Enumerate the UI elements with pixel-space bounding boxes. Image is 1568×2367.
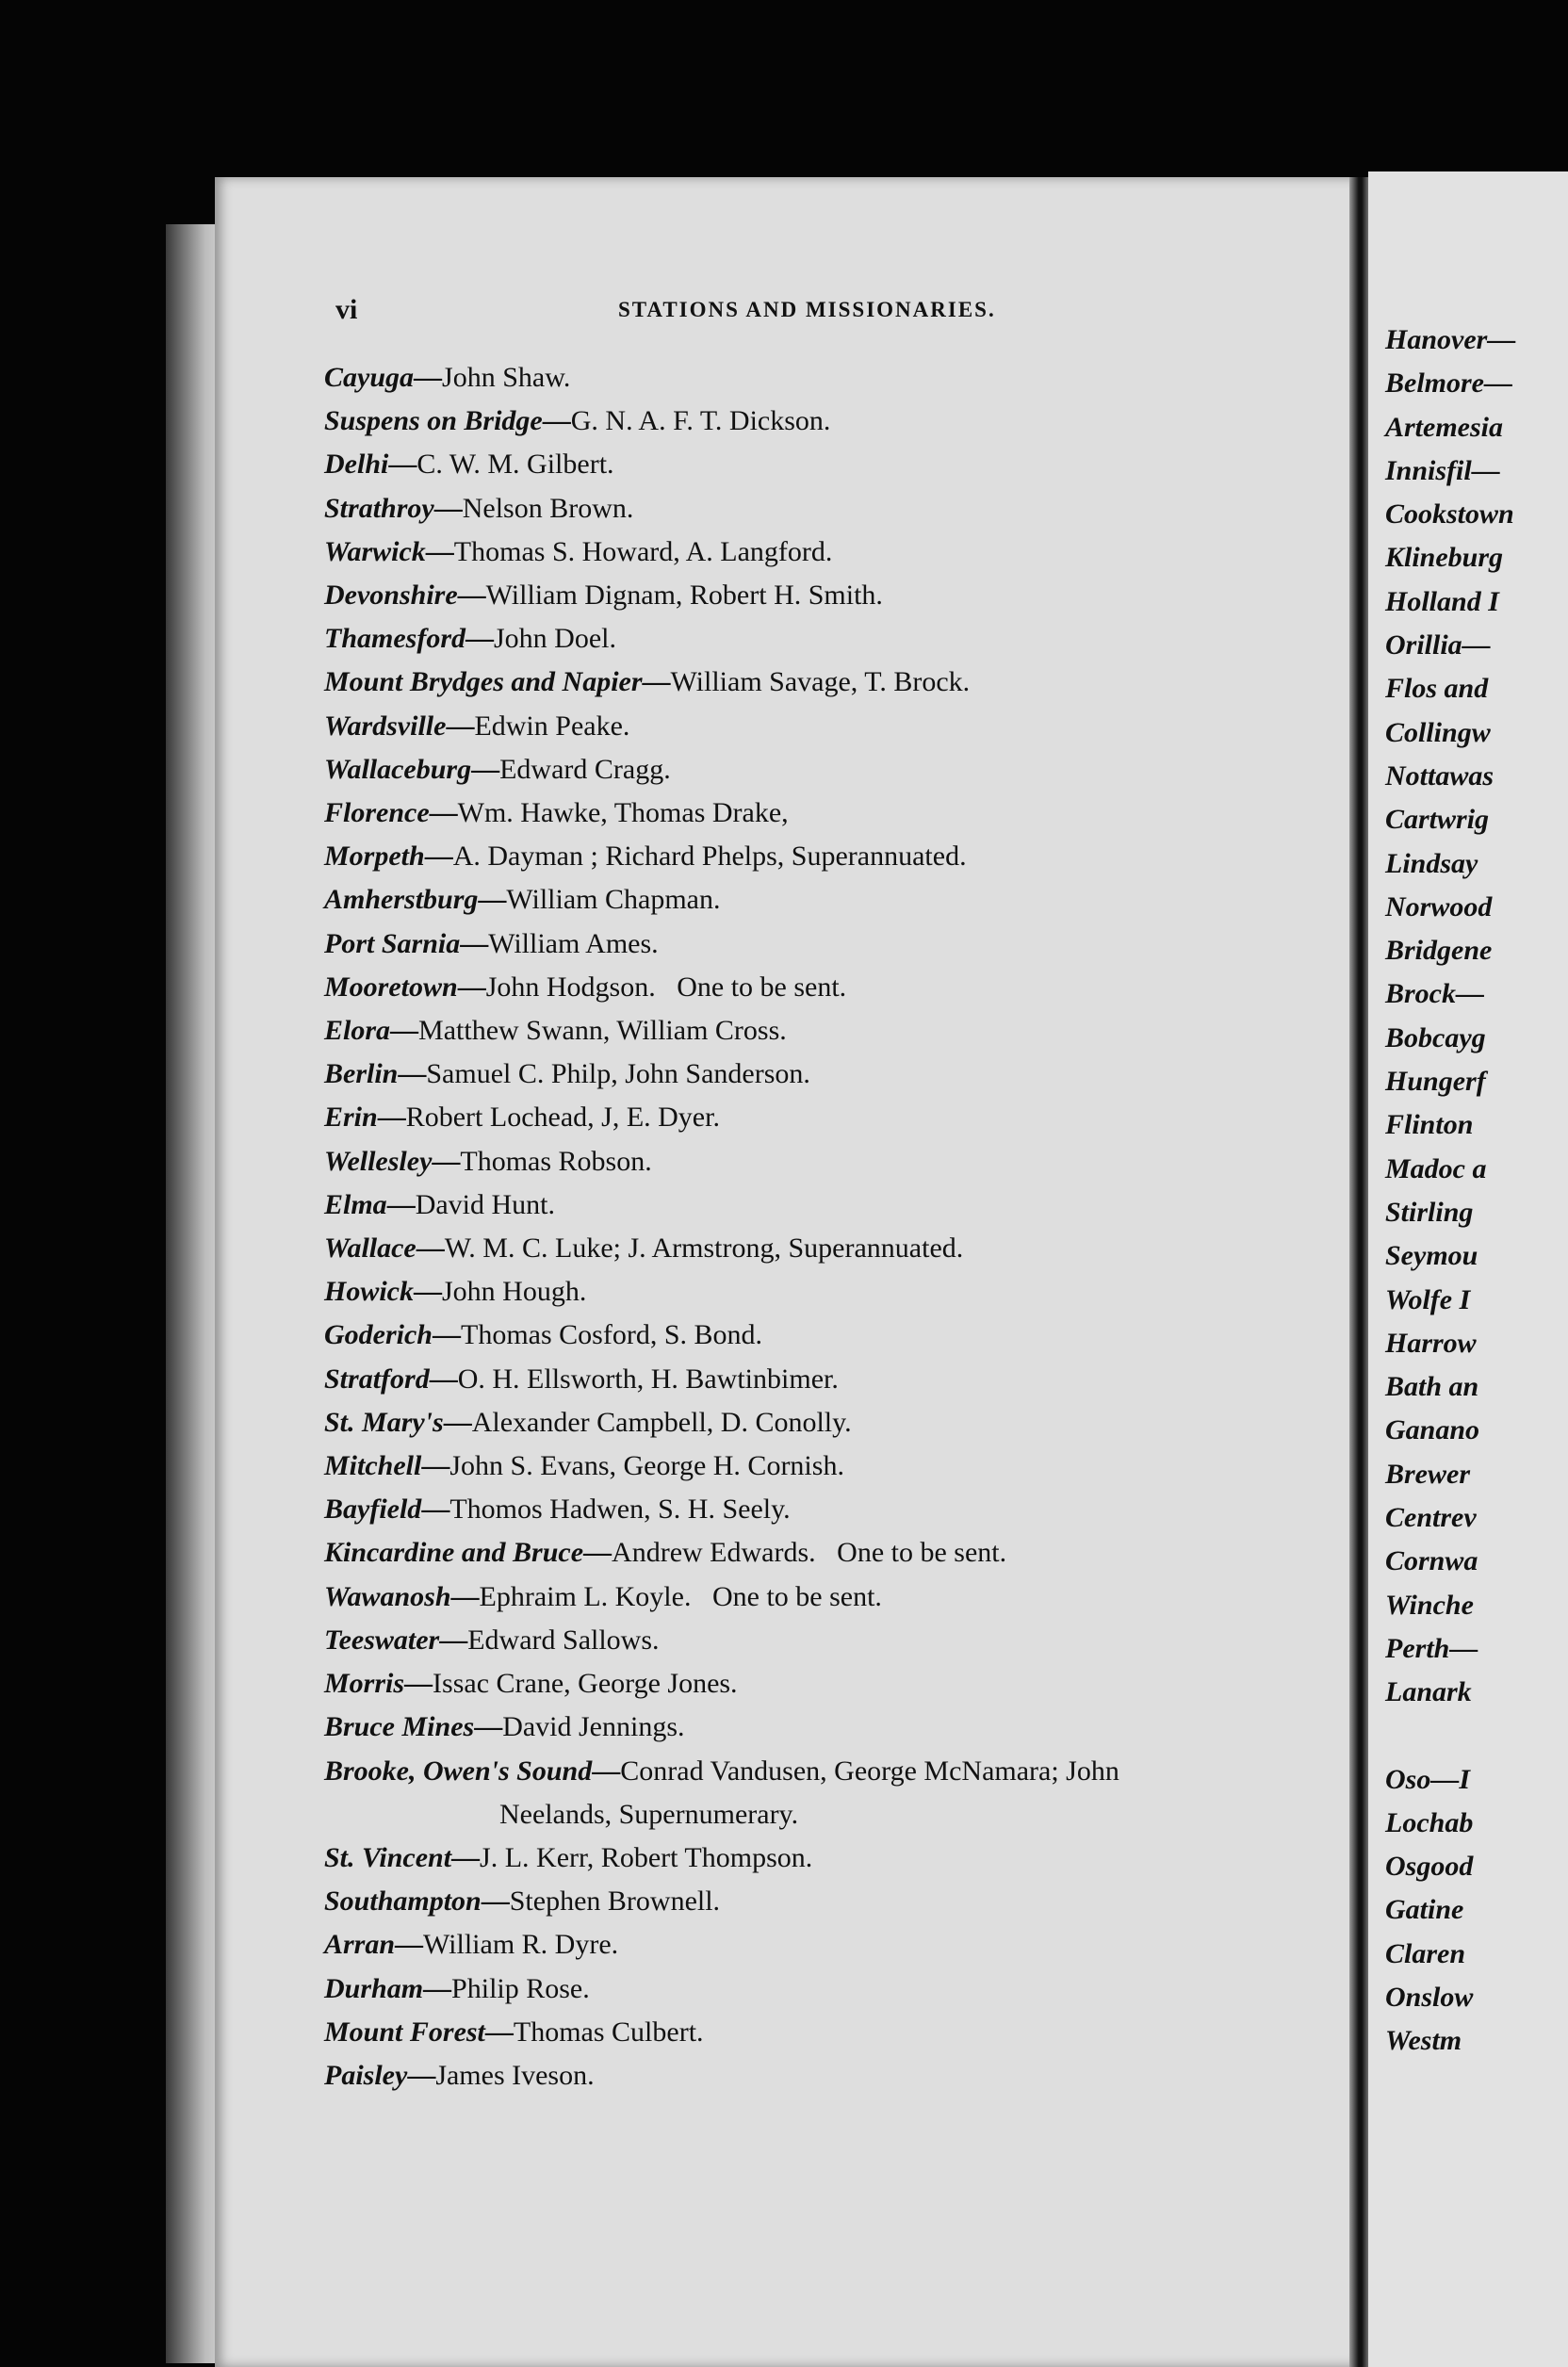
station-entry <box>324 2054 1323 2098</box>
em-dash: — <box>414 1276 442 1308</box>
station-name: Paisley <box>324 2059 408 2091</box>
right-page-station-list <box>1385 318 1568 2064</box>
station-entry <box>324 443 1323 486</box>
missionary-names: William Dignam, Robert H. Smith. <box>485 580 883 612</box>
station-entry <box>324 1836 1323 1880</box>
station-entry <box>324 1750 1323 1836</box>
station-name: Berlin <box>324 1058 399 1090</box>
missionary-names: William Ames. <box>488 927 659 959</box>
missionary-names: Thomas Culbert. <box>513 2016 704 2048</box>
em-dash: — <box>404 1668 433 1700</box>
station-entry <box>324 531 1323 574</box>
station-entry <box>324 1358 1323 1401</box>
station-name: Mitchell <box>324 1450 422 1482</box>
station-entry <box>324 1009 1323 1053</box>
station-name: Teeswater <box>324 1624 440 1656</box>
station-name: Mooretown <box>324 971 458 1003</box>
station-name: Amherstburg <box>324 884 479 916</box>
station-name: Wardsville <box>324 710 447 742</box>
station-entry <box>324 792 1323 835</box>
station-entry <box>324 705 1323 748</box>
station-entry <box>324 922 1323 966</box>
station-entry <box>324 487 1323 531</box>
missionary-names: William Chapman. <box>506 884 721 916</box>
missionary-names: Wm. Hawke, Thomas Drake, <box>457 797 789 829</box>
station-name: Wellesley <box>324 1145 433 1177</box>
right-page-station: Oso—I <box>1385 1763 1471 1795</box>
missionary-names: William R. Dyre. <box>423 1929 619 1961</box>
right-page-station: Stirling <box>1385 1196 1474 1228</box>
station-entry <box>324 1184 1323 1227</box>
em-dash: — <box>416 1232 445 1265</box>
missionary-names: John S. Evans, George H. Cornish. <box>449 1450 844 1482</box>
section-gap <box>1385 1715 1568 1758</box>
station-name: Warwick <box>324 535 426 567</box>
station-entry <box>324 1662 1323 1706</box>
right-page-station: Orillia— <box>1385 629 1491 661</box>
station-entry <box>324 1575 1323 1619</box>
missionary-names: Edward Sallows. <box>467 1624 660 1656</box>
right-page-station: Cornwa <box>1385 1545 1478 1577</box>
missionary-names: Edward Cragg. <box>499 753 671 785</box>
right-page-station: Brock— <box>1385 978 1484 1010</box>
station-name: Wallace <box>324 1232 416 1265</box>
em-dash: — <box>484 2016 514 2048</box>
station-entry <box>324 1531 1323 1575</box>
right-page-station: Bridgene <box>1385 935 1493 967</box>
station-name: Florence <box>324 797 430 829</box>
station-name: Howick <box>324 1276 414 1308</box>
right-page-station: Norwood <box>1385 890 1493 922</box>
station-name: Elma <box>324 1188 387 1220</box>
missionary-names: John Doel. <box>494 623 616 655</box>
station-entry <box>324 1488 1323 1531</box>
station-name: Erin <box>324 1102 378 1134</box>
em-dash: — <box>433 1319 461 1351</box>
running-head <box>335 294 1278 332</box>
station-entry <box>324 1445 1323 1488</box>
missionary-names: John Shaw. <box>442 362 571 393</box>
missionary-names: G. N. A. F. T. Dickson. <box>570 405 831 437</box>
em-dash: — <box>450 1580 480 1612</box>
station-entry <box>324 574 1323 617</box>
em-dash: — <box>451 1841 481 1873</box>
em-dash: — <box>433 492 463 524</box>
station-entry <box>324 1053 1323 1096</box>
station-entry <box>324 1401 1323 1445</box>
missionary-names: O. H. Ellsworth, H. Bawtinbimer. <box>457 1363 839 1395</box>
right-page-station: Winche <box>1385 1589 1474 1621</box>
stations-list <box>324 356 1323 2098</box>
station-entry <box>324 1619 1323 1662</box>
missionary-names: Samuel C. Philp, John Sanderson. <box>426 1058 810 1090</box>
right-page-station: Seymou <box>1385 1240 1478 1272</box>
right-page-station: Brewer <box>1385 1458 1470 1490</box>
em-dash: — <box>478 884 507 916</box>
right-page-station: Flinton <box>1385 1109 1474 1141</box>
station-name: Goderich <box>324 1319 433 1351</box>
station-name: Morpeth <box>324 841 425 873</box>
right-page-station: Bobcayg <box>1385 1021 1486 1053</box>
station-name: Arran <box>324 1929 396 1961</box>
em-dash: — <box>457 580 486 612</box>
em-dash: — <box>474 1711 503 1743</box>
right-page-station: Onslow <box>1385 1981 1474 2013</box>
em-dash: — <box>390 1015 419 1047</box>
em-dash: — <box>471 753 500 785</box>
right-page-station: Osgood <box>1385 1851 1474 1883</box>
station-entry <box>324 1096 1323 1139</box>
station-name: Mount Forest <box>324 2016 485 2048</box>
station-name: Strathroy <box>324 492 434 524</box>
station-name: Kincardine and Bruce <box>324 1537 584 1569</box>
missionary-names: Issac Crane, George Jones. <box>433 1668 738 1700</box>
right-page <box>1368 171 1568 2367</box>
station-name: Wawanosh <box>324 1580 451 1612</box>
em-dash: — <box>429 1363 458 1395</box>
station-entry <box>324 748 1323 792</box>
em-dash: — <box>398 1058 427 1090</box>
missionary-names: John Hough. <box>442 1276 587 1308</box>
missionary-names: A. Dayman ; Richard Phelps, Superannuated. <box>452 841 967 873</box>
right-page-station: Perth— <box>1385 1632 1478 1664</box>
running-head-title: STATIONS AND MISSIONARIES. <box>618 298 996 321</box>
station-name: Bayfield <box>324 1494 422 1526</box>
station-entry <box>324 1270 1323 1314</box>
em-dash: — <box>466 623 494 655</box>
missionary-names: W. M. C. Luke; J. Armstrong, Superannuated. <box>444 1232 964 1265</box>
right-page-station: Gatine <box>1385 1894 1464 1926</box>
station-entry <box>324 1227 1323 1270</box>
em-dash: — <box>446 710 475 742</box>
missionary-names: Thomos Hadwen, S. H. Seely. <box>449 1494 791 1526</box>
station-name: Thamesford <box>324 623 466 655</box>
station-entry <box>324 1706 1323 1749</box>
em-dash: — <box>443 1406 472 1438</box>
station-name: Port Sarnia <box>324 927 461 959</box>
station-name: Delhi <box>324 449 389 481</box>
station-name: Devonshire <box>324 580 458 612</box>
right-page-station: Harrow <box>1385 1327 1477 1359</box>
station-entry <box>324 878 1323 922</box>
missionary-names: Stephen Brownell. <box>509 1885 721 1918</box>
right-page-station: Collingw <box>1385 716 1491 748</box>
missionary-names: John Hodgson. One to be sent. <box>485 971 847 1003</box>
right-page-station: Bath an <box>1385 1371 1479 1403</box>
em-dash: — <box>460 927 489 959</box>
station-entry <box>324 1880 1323 1923</box>
station-name: Morris <box>324 1668 405 1700</box>
station-entry <box>324 400 1323 443</box>
station-entry <box>324 1140 1323 1184</box>
missionary-names: Ephraim L. Koyle. One to be sent. <box>479 1580 882 1612</box>
em-dash: — <box>421 1494 450 1526</box>
missionary-names: William Savage, T. Brock. <box>670 666 971 698</box>
book-gutter <box>1349 177 1370 2367</box>
right-page-station: Cookstown <box>1385 498 1514 531</box>
right-page-station: Flos and <box>1385 673 1489 705</box>
right-page-station: Madoc a <box>1385 1152 1487 1184</box>
station-name: Stratford <box>324 1363 430 1395</box>
missionary-names: Philip Rose. <box>451 1972 590 2004</box>
station-entry <box>324 617 1323 661</box>
missionary-names: Matthew Swann, William Cross. <box>418 1015 787 1047</box>
em-dash: — <box>542 405 571 437</box>
station-name: Suspens on Bridge <box>324 405 543 437</box>
em-dash: — <box>583 1537 612 1569</box>
missionary-names: Andrew Edwards. One to be sent. <box>612 1537 1007 1569</box>
right-page-station: Hanover— <box>1385 324 1516 355</box>
right-page-station: Hungerf <box>1385 1066 1486 1098</box>
em-dash: — <box>592 1755 621 1787</box>
em-dash: — <box>388 449 417 481</box>
station-entry <box>324 1967 1323 2011</box>
right-page-station: Belmore— <box>1385 367 1512 400</box>
missionary-names: Nelson Brown. <box>462 492 634 524</box>
missionary-names: David Hunt. <box>415 1188 556 1220</box>
station-name: Durham <box>324 1972 424 2004</box>
em-dash: — <box>481 1885 510 1918</box>
em-dash: — <box>377 1102 406 1134</box>
right-page-station: Lindsay <box>1385 847 1478 879</box>
missionary-names: Alexander Campbell, D. Conolly. <box>471 1406 852 1438</box>
station-name: Brooke, Owen's Sound <box>324 1755 593 1787</box>
em-dash: — <box>386 1188 416 1220</box>
em-dash: — <box>457 971 486 1003</box>
missionary-names: Conrad Vandusen, George McNamara; John <box>620 1755 1119 1787</box>
em-dash: — <box>414 362 443 393</box>
station-name: Wallaceburg <box>324 753 472 785</box>
missionary-names: Edwin Peake. <box>474 710 630 742</box>
station-name: Mount Brydges and Napier <box>324 666 643 698</box>
em-dash: — <box>432 1145 461 1177</box>
missionary-names: Robert Lochead, J, E. Dyer. <box>405 1102 720 1134</box>
right-page-station: Ganano <box>1385 1414 1480 1446</box>
station-entry <box>324 661 1323 704</box>
em-dash: — <box>407 2059 436 2091</box>
right-page-station: Nottawas <box>1385 759 1494 792</box>
station-entry <box>324 835 1323 878</box>
em-dash: — <box>439 1624 468 1656</box>
em-dash: — <box>423 1972 452 2004</box>
right-page-station: Holland I <box>1385 585 1499 617</box>
right-page-station: Cartwrig <box>1385 804 1490 836</box>
right-page-station: Claren <box>1385 1937 1466 1969</box>
right-page-station: Innisfil— <box>1385 454 1500 486</box>
right-page-station: Artemesia <box>1385 411 1503 443</box>
em-dash: — <box>425 535 454 567</box>
missionary-names: Thomas Robson. <box>460 1145 652 1177</box>
station-name: St. Mary's <box>324 1406 444 1438</box>
station-entry <box>324 2011 1323 2054</box>
right-page-station: Westm <box>1385 2025 1462 2057</box>
station-name: St. Vincent <box>324 1841 452 1873</box>
station-entry <box>324 356 1323 400</box>
page-number: vi <box>335 294 358 325</box>
right-page-station: Centrev <box>1385 1502 1477 1534</box>
missionary-names: C. W. M. Gilbert. <box>416 449 614 481</box>
right-page-station: Lanark <box>1385 1676 1472 1708</box>
missionary-names: Thomas Cosford, S. Bond. <box>461 1319 763 1351</box>
missionary-names: J. L. Kerr, Robert Thompson. <box>480 1841 813 1873</box>
station-name: Elora <box>324 1015 391 1047</box>
station-name: Bruce Mines <box>324 1711 475 1743</box>
em-dash: — <box>424 841 453 873</box>
station-name: Cayuga <box>324 362 415 393</box>
missionary-names: Thomas S. Howard, A. Langford. <box>453 535 833 567</box>
right-page-station: Klineburg <box>1385 542 1504 574</box>
missionary-names: James Iveson. <box>435 2059 595 2091</box>
station-name: Southampton <box>324 1885 482 1918</box>
missionary-names: David Jennings. <box>502 1711 685 1743</box>
station-entry <box>324 966 1323 1009</box>
em-dash: — <box>642 666 671 698</box>
station-entry <box>324 1923 1323 1967</box>
em-dash: — <box>395 1929 424 1961</box>
em-dash: — <box>429 797 458 829</box>
missionary-names-continued: Neelands, Supernumerary. <box>499 1798 799 1830</box>
em-dash: — <box>421 1450 450 1482</box>
station-entry <box>324 1314 1323 1357</box>
right-page-station: Wolfe I <box>1385 1283 1471 1315</box>
right-page-station: Lochab <box>1385 1806 1474 1838</box>
